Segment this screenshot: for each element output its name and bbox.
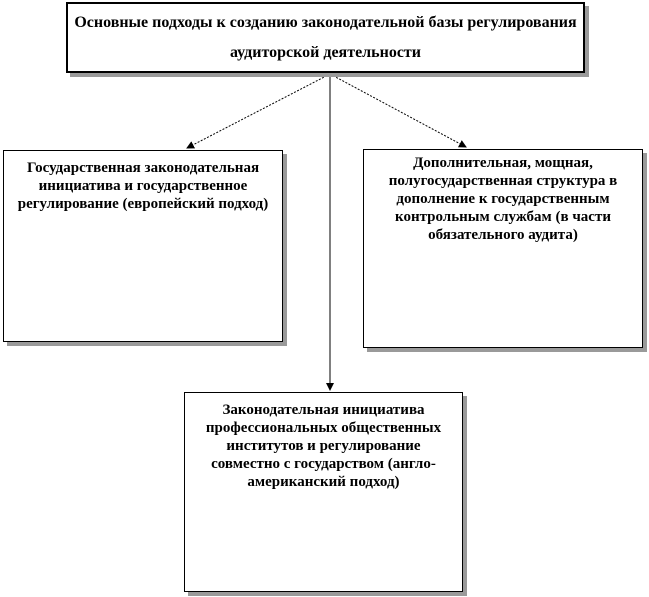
anglo-american-approach-box bbox=[184, 392, 463, 592]
european-approach-label: Государственная законодательная инициатива и государственное регулирование (европейский подход) bbox=[17, 160, 269, 212]
semi-state-structure-box bbox=[363, 149, 643, 348]
european-approach-box bbox=[3, 150, 283, 342]
anglo-american-approach-label: Законодательная инициатива профессиональных общественных институтов и регулирование совместно с государством (англо-американский подход) bbox=[205, 402, 442, 490]
arrow-to-left-box bbox=[187, 74, 330, 148]
semi-state-structure-label: Дополнительная, мощная, полугосударственная структура в дополнение к государственным контрольным службам (в части обязательного аудита) bbox=[388, 155, 618, 243]
root-approach-box bbox=[66, 2, 585, 73]
arrow-to-right-box bbox=[330, 74, 466, 147]
root-approach-label: Основные подходы к созданию законодательной базы регулирования аудиторской деятельности bbox=[74, 14, 577, 61]
